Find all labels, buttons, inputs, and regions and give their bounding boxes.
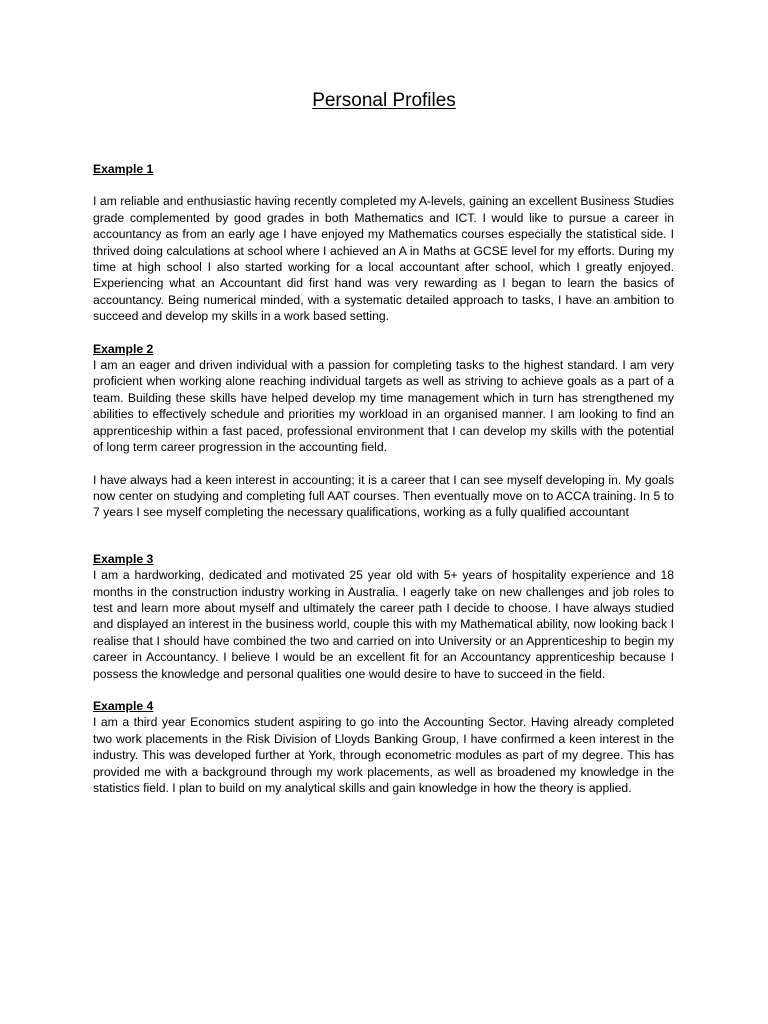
spacer [93,177,674,193]
example-4-heading: Example 4 [93,698,154,713]
example-3-paragraph-1: I am a hardworking, dedicated and motivated 25 year old with 5+ years of hospitality experience and 18 months in the construction industry working in Australia. I eagerly take on new challenges and job roles to test and learn more about myself and ultimately the career path I decide to choose. I have always studied and displayed an interest in the business world, couple this with my Mathematical ability, now looking back I realise that I should have combined the two and carried on into University or an Apprenticeship to begin my career in Accountancy. I believe I would be an excellent fit for an Accountancy apprenticeship because I possess the knowledge and personal qualities one would desire to have to succeed in the field. [93,568,674,681]
example-1-section [93,161,674,325]
spacer [93,682,674,698]
example-4-paragraph-1: I am a third year Economics student aspiring to go into the Accounting Sector. Having already completed two work placements in the Risk Division of Lloyds Banking Group, I have confirmed a keen interest in the industry. This was developed further at York, through econometric modules as part of my degree. This has provided me with a background through my work placements, as well as broadened my knowledge in the statistics field. I plan to build on my analytical skills and gain knowledge in how the theory is applied. [93,715,674,795]
spacer [93,456,674,472]
example-2-section [93,341,674,521]
example-2-paragraph-1: I am an eager and driven individual with a passion for completing tasks to the highest standard. I am very proficient when working alone reaching individual targets as well as striving to achieve goals as a part of a team. Building these skills have helped develop my time management which in turn has strengthened my abilities to effectively schedule and priorities my workload in an organised manner. I am looking to find an apprenticeship within a fast paced, professional environment that I can develop my skills with the potential of long term career progression in the accounting field. [93,358,674,455]
page-title: Personal Profiles [312,90,456,111]
example-4-section [93,698,674,796]
example-3-section [93,551,674,682]
example-1-paragraph-1: I am reliable and enthusiastic having recently completed my A-levels, gaining an excellent Business Studies grade complemented by good grades in both Mathematics and ICT. I would like to pursue a career in accountancy as from an early age I have enjoyed my Mathematics courses especially the statistical side. I thrived doing calculations at school where I achieved an A in Maths at GCSE level for my efforts. During my time at high school I also started working for a local accountant after school, which I greatly enjoyed. Experiencing what an Accountant did first hand was very rewarding as I began to learn the basics of accountancy. Being numerical minded, with a systematic detailed approach to tasks, I have an ambition to succeed and develop my skills in a work based setting. [93,194,674,324]
document-body [93,161,674,796]
spacer [93,325,674,341]
example-2-heading: Example 2 [93,341,154,356]
spacer [93,521,674,551]
example-2-paragraph-2: I have always had a keen interest in accounting; it is a career that I can see myself developing in. My goals now center on studying and completing full AAT courses. Then eventually move on to ACCA training. In 5 to 7 years I see myself completing the necessary qualifications, working as a fully qualified accountant [93,472,674,520]
example-3-heading: Example 3 [93,551,154,566]
example-1-heading: Example 1 [93,162,154,176]
